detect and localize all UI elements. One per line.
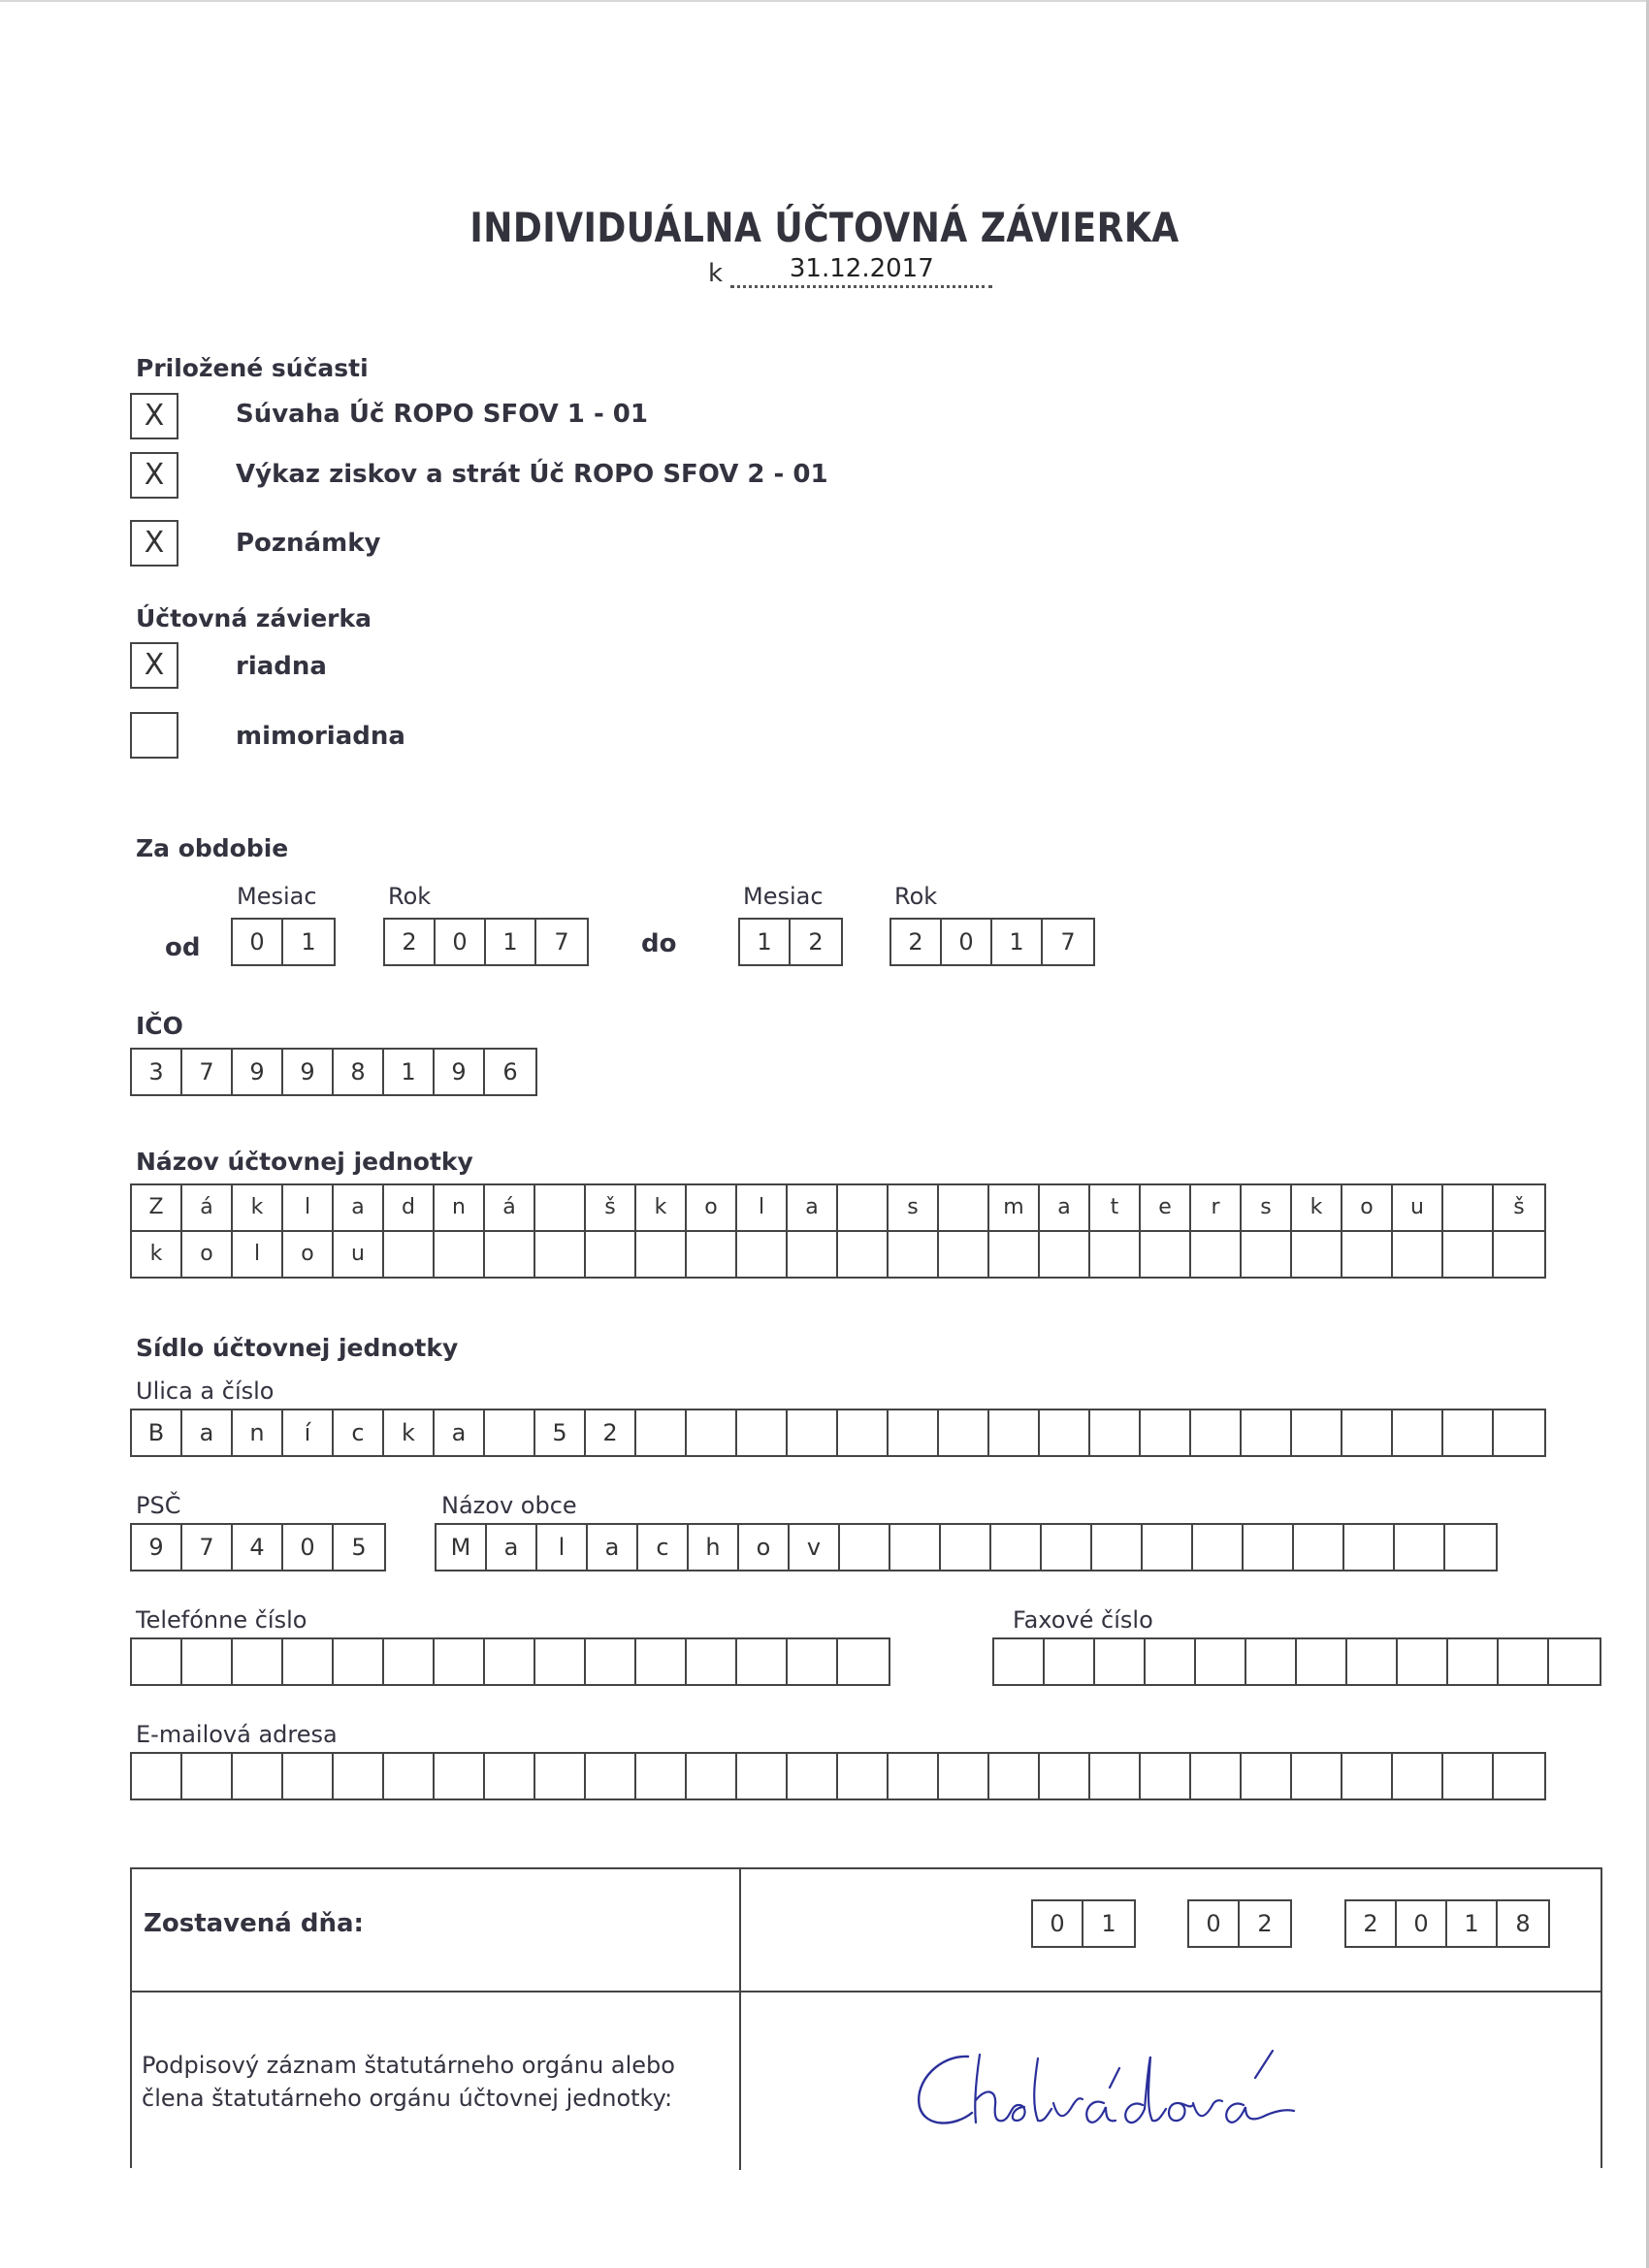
char-cell[interactable]: [1146, 1639, 1196, 1684]
char-cell[interactable]: [485, 1410, 535, 1455]
char-cell[interactable]: [1292, 1232, 1342, 1277]
char-cell[interactable]: [233, 1754, 283, 1798]
char-cell[interactable]: [788, 1639, 838, 1684]
char-cell[interactable]: [384, 1754, 435, 1798]
char-cell[interactable]: [636, 1410, 687, 1455]
checkbox-extraordinary[interactable]: [130, 712, 178, 759]
char-cell[interactable]: [989, 1410, 1040, 1455]
char-cell[interactable]: t: [1090, 1185, 1141, 1230]
char-cell[interactable]: [1193, 1525, 1244, 1570]
char-cell[interactable]: o: [739, 1525, 790, 1570]
char-cell[interactable]: [737, 1639, 788, 1684]
fax-field[interactable]: [992, 1637, 1601, 1686]
ico-field[interactable]: [130, 1048, 537, 1096]
char-cell[interactable]: n: [435, 1185, 485, 1230]
phone-field[interactable]: [130, 1637, 890, 1686]
closing-date-field[interactable]: 31.12.2017: [730, 254, 992, 288]
period-title: Za obdobie: [136, 834, 289, 862]
checkbox-income-statement[interactable]: X: [130, 452, 178, 499]
char-cell[interactable]: [1393, 1754, 1443, 1798]
to-year-field[interactable]: [889, 918, 1095, 966]
char-cell[interactable]: [1092, 1525, 1143, 1570]
char-cell[interactable]: [889, 1232, 939, 1277]
char-cell[interactable]: [687, 1754, 737, 1798]
char-cell[interactable]: c: [334, 1410, 384, 1455]
city-label: Názov obce: [441, 1492, 577, 1519]
label-regular: riadna: [236, 652, 327, 681]
char-cell[interactable]: k: [384, 1410, 435, 1455]
char-cell[interactable]: [1045, 1639, 1095, 1684]
char-cell[interactable]: [586, 1232, 636, 1277]
signature-instruction-line2: člena štatutárneho orgánu účtovnej jednotky:: [142, 2085, 673, 2112]
char-cell[interactable]: [1292, 1410, 1342, 1455]
char-cell[interactable]: [283, 1639, 334, 1684]
from-month-label: Mesiac: [237, 883, 317, 910]
char-cell[interactable]: š: [1513, 1195, 1525, 1219]
table-horizontal-divider: [132, 1991, 1600, 1993]
char-cell[interactable]: [1344, 1525, 1395, 1570]
char-cell[interactable]: [1443, 1185, 1494, 1230]
char-cell[interactable]: [1395, 1525, 1445, 1570]
char-cell[interactable]: [1342, 1754, 1393, 1798]
char-cell[interactable]: [991, 1525, 1042, 1570]
scan-edge-top: [0, 0, 1649, 2]
char-cell[interactable]: [1242, 1232, 1292, 1277]
char-cell[interactable]: o: [1342, 1185, 1393, 1230]
char-cell[interactable]: á: [485, 1185, 535, 1230]
checkbox-balance-sheet[interactable]: X: [130, 393, 178, 439]
label-notes: Poznámky: [236, 529, 381, 558]
char-cell[interactable]: [1347, 1639, 1398, 1684]
char-cell[interactable]: e: [1141, 1185, 1191, 1230]
char-cell[interactable]: h: [689, 1525, 739, 1570]
char-cell[interactable]: [687, 1639, 737, 1684]
char-cell[interactable]: [435, 1232, 485, 1277]
label-extraordinary: mimoriadna: [236, 722, 405, 751]
email-field[interactable]: [130, 1752, 1546, 1800]
city-field[interactable]: [435, 1523, 1498, 1571]
label-balance-sheet: Súvaha Úč ROPO SFOV 1 - 01: [236, 400, 648, 429]
date-prefix: k: [708, 259, 724, 288]
char-cell[interactable]: s: [1242, 1185, 1292, 1230]
char-cell[interactable]: [1443, 1232, 1494, 1277]
attachments-title: Priložené súčasti: [136, 354, 369, 382]
char-cell[interactable]: k: [636, 1185, 687, 1230]
char-cell[interactable]: a: [435, 1410, 485, 1455]
char-cell[interactable]: 1: [301, 928, 316, 956]
char-cell[interactable]: 2: [385, 920, 436, 964]
char-cell[interactable]: 1: [384, 1050, 435, 1094]
char-cell[interactable]: [941, 1525, 991, 1570]
char-cell[interactable]: 8: [334, 1050, 384, 1094]
table-vertical-divider: [739, 1869, 741, 2170]
char-cell[interactable]: [1090, 1410, 1141, 1455]
char-cell[interactable]: 3: [132, 1050, 182, 1094]
char-cell[interactable]: [838, 1410, 889, 1455]
char-cell[interactable]: [737, 1232, 788, 1277]
statement-type-title: Účtovná závierka: [136, 604, 372, 632]
signature-instruction-line1: Podpisový záznam štatutárneho orgánu alebo: [142, 2052, 675, 2079]
char-cell[interactable]: [1040, 1754, 1090, 1798]
char-cell[interactable]: [586, 1639, 636, 1684]
compiled-date-label: Zostavená dňa:: [144, 1909, 364, 1938]
char-cell[interactable]: [334, 1639, 384, 1684]
char-cell[interactable]: [535, 1754, 586, 1798]
char-cell[interactable]: [535, 1232, 586, 1277]
char-cell[interactable]: d: [384, 1185, 435, 1230]
char-cell[interactable]: o: [687, 1185, 737, 1230]
char-cell[interactable]: [687, 1232, 737, 1277]
char-cell[interactable]: [737, 1754, 788, 1798]
unit-name-field-row2[interactable]: [130, 1230, 1546, 1279]
char-cell[interactable]: 7: [182, 1525, 233, 1570]
char-cell[interactable]: í: [283, 1410, 334, 1455]
char-cell[interactable]: a: [487, 1525, 537, 1570]
char-cell[interactable]: k: [1292, 1185, 1342, 1230]
char-cell[interactable]: [788, 1232, 838, 1277]
char-cell[interactable]: [334, 1754, 384, 1798]
char-cell[interactable]: Z: [132, 1185, 182, 1230]
char-cell[interactable]: 2: [586, 1410, 636, 1455]
char-cell[interactable]: 1: [992, 920, 1043, 964]
document-title: INDIVIDUÁLNA ÚČTOVNÁ ZÁVIERKA: [469, 204, 1180, 251]
char-cell[interactable]: [838, 1639, 889, 1684]
char-cell[interactable]: [435, 1639, 485, 1684]
char-cell[interactable]: [1143, 1525, 1193, 1570]
char-cell[interactable]: [788, 1410, 838, 1455]
char-cell[interactable]: a: [182, 1410, 233, 1455]
char-cell[interactable]: 4: [233, 1525, 283, 1570]
char-cell[interactable]: [1393, 1410, 1443, 1455]
char-cell[interactable]: [1393, 1232, 1443, 1277]
char-cell[interactable]: 9: [233, 1050, 283, 1094]
char-cell[interactable]: [1292, 1754, 1342, 1798]
char-cell[interactable]: [737, 1410, 788, 1455]
char-cell[interactable]: 5: [535, 1410, 586, 1455]
char-cell[interactable]: [485, 1232, 535, 1277]
char-cell[interactable]: [989, 1232, 1040, 1277]
char-cell[interactable]: [1095, 1639, 1146, 1684]
char-cell[interactable]: m: [989, 1185, 1040, 1230]
char-cell[interactable]: [485, 1754, 535, 1798]
char-cell[interactable]: 0: [1397, 1901, 1447, 1946]
char-cell[interactable]: 1: [1447, 1901, 1498, 1946]
char-cell[interactable]: 1: [1101, 1910, 1116, 1937]
char-cell[interactable]: c: [638, 1525, 689, 1570]
char-cell[interactable]: a: [588, 1525, 638, 1570]
char-cell[interactable]: l: [737, 1185, 788, 1230]
char-cell[interactable]: [994, 1639, 1045, 1684]
char-cell[interactable]: 2: [1257, 1910, 1273, 1937]
checkbox-notes[interactable]: X: [130, 520, 178, 567]
char-cell[interactable]: k: [132, 1232, 182, 1277]
char-cell[interactable]: [889, 1754, 939, 1798]
char-cell[interactable]: [182, 1754, 233, 1798]
char-cell[interactable]: [1090, 1232, 1141, 1277]
char-cell[interactable]: [1196, 1639, 1246, 1684]
char-cell[interactable]: [384, 1639, 435, 1684]
char-cell[interactable]: u: [334, 1232, 384, 1277]
char-cell[interactable]: l: [283, 1185, 334, 1230]
char-cell[interactable]: [939, 1754, 989, 1798]
char-cell[interactable]: l: [537, 1525, 588, 1570]
char-cell[interactable]: [636, 1232, 687, 1277]
unit-name-field-row1[interactable]: [130, 1183, 1546, 1232]
char-cell[interactable]: [182, 1639, 233, 1684]
char-cell[interactable]: [1549, 1639, 1600, 1684]
char-cell[interactable]: [384, 1232, 435, 1277]
char-cell[interactable]: [989, 1754, 1040, 1798]
char-cell[interactable]: u: [1393, 1185, 1443, 1230]
char-cell[interactable]: [1244, 1525, 1294, 1570]
char-cell[interactable]: 6: [502, 1058, 518, 1085]
char-cell[interactable]: [1246, 1639, 1297, 1684]
char-cell[interactable]: [890, 1525, 941, 1570]
char-cell[interactable]: 1: [486, 920, 536, 964]
to-month-field[interactable]: [738, 918, 843, 966]
unit-name-label: Názov účtovnej jednotky: [136, 1148, 473, 1176]
char-cell[interactable]: [283, 1754, 334, 1798]
char-cell[interactable]: 2: [1346, 1901, 1397, 1946]
char-cell[interactable]: [586, 1754, 636, 1798]
char-cell[interactable]: 5: [351, 1534, 367, 1561]
char-cell[interactable]: [1191, 1232, 1242, 1277]
char-cell[interactable]: l: [233, 1232, 283, 1277]
compiled-year-field[interactable]: [1344, 1899, 1550, 1948]
char-cell[interactable]: [1090, 1754, 1141, 1798]
seat-label: Sídlo účtovnej jednotky: [136, 1334, 459, 1362]
char-cell[interactable]: á: [182, 1185, 233, 1230]
char-cell[interactable]: [1242, 1410, 1292, 1455]
char-cell[interactable]: [1141, 1410, 1191, 1455]
char-cell[interactable]: [636, 1639, 687, 1684]
char-cell[interactable]: 2: [808, 928, 824, 956]
char-cell[interactable]: [1342, 1410, 1393, 1455]
char-cell[interactable]: o: [182, 1232, 233, 1277]
char-cell[interactable]: k: [233, 1185, 283, 1230]
char-cell[interactable]: [1494, 1232, 1544, 1277]
char-cell[interactable]: B: [132, 1410, 182, 1455]
to-month-label: Mesiac: [743, 883, 824, 910]
signature-instruction: [142, 2049, 675, 2115]
char-cell[interactable]: a: [1040, 1185, 1090, 1230]
char-cell[interactable]: [939, 1185, 989, 1230]
char-cell[interactable]: [636, 1754, 687, 1798]
char-cell[interactable]: [1191, 1410, 1242, 1455]
char-cell[interactable]: 2: [891, 920, 942, 964]
char-cell[interactable]: [939, 1232, 989, 1277]
char-cell[interactable]: [1242, 1754, 1292, 1798]
char-cell[interactable]: M: [436, 1525, 487, 1570]
char-cell[interactable]: 1: [740, 920, 791, 964]
psc-field[interactable]: [130, 1523, 386, 1571]
char-cell[interactable]: [1494, 1754, 1544, 1798]
char-cell[interactable]: n: [233, 1410, 283, 1455]
street-label: Ulica a číslo: [136, 1377, 275, 1405]
char-cell[interactable]: [1445, 1525, 1496, 1570]
char-cell[interactable]: [1141, 1754, 1191, 1798]
char-cell[interactable]: [939, 1410, 989, 1455]
char-cell[interactable]: [1040, 1232, 1090, 1277]
char-cell[interactable]: [788, 1754, 838, 1798]
char-cell[interactable]: [687, 1410, 737, 1455]
char-cell[interactable]: 0: [1189, 1901, 1240, 1946]
compiled-month-field[interactable]: [1187, 1899, 1292, 1948]
from-year-label: Rok: [388, 883, 432, 910]
char-cell[interactable]: r: [1191, 1185, 1242, 1230]
compiled-day-field[interactable]: [1031, 1899, 1136, 1948]
char-cell[interactable]: [1141, 1232, 1191, 1277]
char-cell[interactable]: a: [334, 1185, 384, 1230]
char-cell[interactable]: [889, 1410, 939, 1455]
label-income-statement: Výkaz ziskov a strát Úč ROPO SFOV 2 - 01: [236, 460, 828, 489]
from-label: od: [165, 933, 201, 962]
char-cell[interactable]: 7: [1060, 928, 1076, 956]
char-cell[interactable]: [1443, 1754, 1494, 1798]
char-cell[interactable]: s: [889, 1185, 939, 1230]
char-cell[interactable]: [233, 1639, 283, 1684]
fax-label: Faxové číslo: [1013, 1606, 1153, 1634]
char-cell[interactable]: [485, 1639, 535, 1684]
char-cell[interactable]: 7: [554, 928, 569, 956]
char-cell[interactable]: [132, 1639, 182, 1684]
char-cell[interactable]: [1443, 1410, 1494, 1455]
closing-date-line: [708, 254, 992, 288]
char-cell[interactable]: 8: [1515, 1910, 1531, 1937]
handwritten-signature: [902, 2027, 1310, 2144]
to-label: do: [641, 929, 677, 958]
char-cell[interactable]: 0: [436, 920, 486, 964]
char-cell[interactable]: [1494, 1410, 1544, 1455]
char-cell[interactable]: 9: [132, 1525, 182, 1570]
char-cell[interactable]: [1297, 1639, 1347, 1684]
char-cell[interactable]: 0: [233, 920, 283, 964]
char-cell[interactable]: 9: [283, 1050, 334, 1094]
char-cell[interactable]: [1042, 1525, 1092, 1570]
from-month-field[interactable]: [231, 918, 336, 966]
char-cell[interactable]: [838, 1754, 889, 1798]
char-cell[interactable]: 9: [435, 1050, 485, 1094]
to-year-label: Rok: [894, 883, 938, 910]
phone-label: Telefónne číslo: [136, 1606, 307, 1634]
char-cell[interactable]: [535, 1639, 586, 1684]
char-cell[interactable]: [840, 1525, 890, 1570]
char-cell[interactable]: [132, 1754, 182, 1798]
char-cell[interactable]: [1499, 1639, 1549, 1684]
char-cell[interactable]: [838, 1185, 889, 1230]
char-cell[interactable]: [1342, 1232, 1393, 1277]
char-cell[interactable]: [1294, 1525, 1344, 1570]
char-cell[interactable]: [1448, 1639, 1499, 1684]
char-cell[interactable]: 7: [182, 1050, 233, 1094]
email-label: E-mailová adresa: [136, 1721, 338, 1748]
checkbox-regular[interactable]: X: [130, 642, 178, 689]
char-cell[interactable]: v: [790, 1525, 840, 1570]
psc-label: PSČ: [136, 1492, 181, 1519]
char-cell[interactable]: [1191, 1754, 1242, 1798]
char-cell[interactable]: 0: [283, 1525, 334, 1570]
char-cell[interactable]: o: [283, 1232, 334, 1277]
char-cell[interactable]: a: [788, 1185, 838, 1230]
char-cell[interactable]: 0: [942, 920, 992, 964]
char-cell[interactable]: [1398, 1639, 1448, 1684]
from-year-field[interactable]: [383, 918, 589, 966]
char-cell[interactable]: [1040, 1410, 1090, 1455]
char-cell[interactable]: [435, 1754, 485, 1798]
ico-label: IČO: [136, 1012, 183, 1040]
street-field[interactable]: [130, 1409, 1546, 1457]
char-cell[interactable]: [838, 1232, 889, 1277]
char-cell[interactable]: š: [586, 1185, 636, 1230]
char-cell[interactable]: [535, 1185, 586, 1230]
char-cell[interactable]: 0: [1033, 1901, 1083, 1946]
